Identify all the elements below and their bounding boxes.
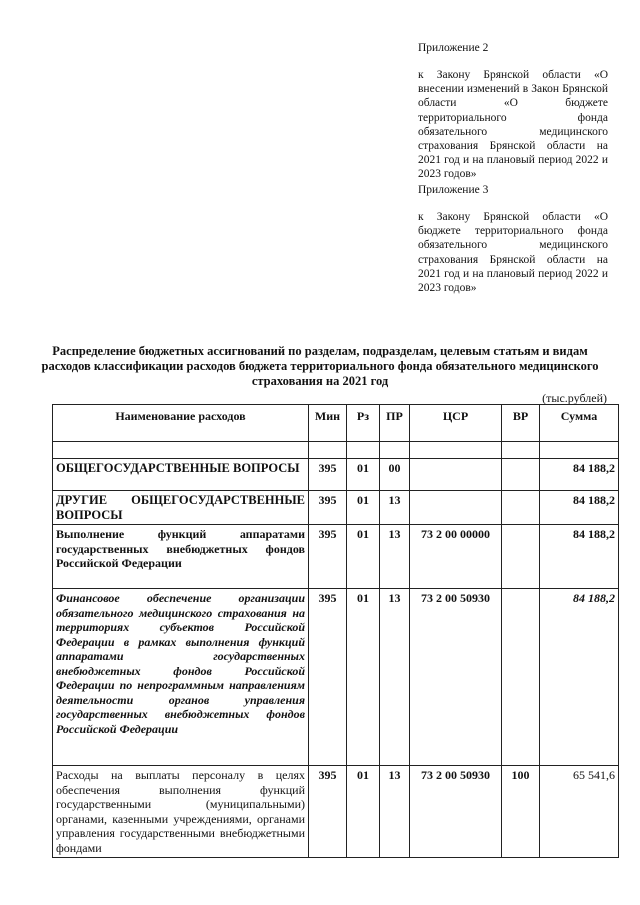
row-pr: 13 (380, 766, 410, 858)
row-pr: 13 (380, 525, 410, 589)
annex3-text: к Закону Брянской области «О бюджете территориального фонда обязательного медицинского страхования Брянской области на 2021 год и на плановый период 2022 и 2023 годов» (418, 211, 608, 295)
row-sum: 84 188,2 (540, 491, 619, 525)
table-header-row (53, 405, 619, 442)
row-pr: 13 (380, 491, 410, 525)
row-name: Расходы на выплаты персоналу в целях обеспечения выполнения функций государственными (муниципальными) органами, казенными учреждениями, органами управления государственными внебюджетными фондами (53, 766, 309, 858)
table-row (53, 589, 619, 766)
row-vr (502, 589, 540, 766)
row-min: 395 (309, 589, 347, 766)
row-min: 395 (309, 766, 347, 858)
row-csr: 73 2 00 50930 (410, 589, 502, 766)
row-name: Финансовое обеспечение организации обязательного медицинского страхования на территориях субъектов Российской Федерации в рамках выполнения функций аппаратами государственных внебюджетных фондов Российской Федерации по непрограммным направлениям деятельности органов управления государственных внебюджетных фондов Российской Федерации (53, 589, 309, 766)
annex2-title: Приложение 2 (418, 42, 489, 54)
row-sum: 65 541,6 (540, 766, 619, 858)
row-sum: 84 188,2 (540, 589, 619, 766)
row-rz: 01 (347, 459, 380, 491)
header-pr: ПР (380, 405, 410, 442)
row-name: Выполнение функций аппаратами государственных внебюджетных фондов Российской Федерации (53, 525, 309, 589)
row-rz: 01 (347, 766, 380, 858)
header-rz: Рз (347, 405, 380, 442)
annex3-title: Приложение 3 (418, 184, 489, 196)
table-spacer-row (53, 442, 619, 459)
table-row (53, 491, 619, 525)
row-rz: 01 (347, 589, 380, 766)
document-heading: Распределение бюджетных ассигнований по разделам, подразделам, целевым статьям и видам расходов классификации расходов бюджета территориального фонда обязательного медицинского страхования на 2021 год (41, 344, 599, 388)
header-sum: Сумма (540, 405, 619, 442)
table-row (53, 766, 619, 858)
header-name: Наименование расходов (53, 405, 309, 442)
annex2-text: к Закону Брянской области «О внесении изменений в Закон Брянской области «О бюджете территориального фонда обязательного медицинского страхования Брянской области на 2021 год и на плановый период 2022 и 2023 годов» (418, 69, 608, 181)
units-label: (тыс.рублей) (542, 391, 607, 405)
table-row (53, 459, 619, 491)
row-csr (410, 491, 502, 525)
expenditure-table (52, 404, 619, 858)
row-vr (502, 525, 540, 589)
row-vr (502, 459, 540, 491)
header-csr: ЦСР (410, 405, 502, 442)
header-vr: ВР (502, 405, 540, 442)
row-rz: 01 (347, 525, 380, 589)
row-name: ДРУГИЕ ОБЩЕГОСУДАРСТВЕННЫЕ ВОПРОСЫ (53, 491, 309, 525)
row-name: ОБЩЕГОСУДАРСТВЕННЫЕ ВОПРОСЫ (53, 459, 309, 491)
row-csr (410, 459, 502, 491)
row-min: 395 (309, 525, 347, 589)
row-min: 395 (309, 459, 347, 491)
row-sum: 84 188,2 (540, 459, 619, 491)
row-min: 395 (309, 491, 347, 525)
row-sum: 84 188,2 (540, 525, 619, 589)
row-csr: 73 2 00 00000 (410, 525, 502, 589)
table-row (53, 525, 619, 589)
row-pr: 13 (380, 589, 410, 766)
row-vr: 100 (502, 766, 540, 858)
row-vr (502, 491, 540, 525)
header-min: Мин (309, 405, 347, 442)
row-pr: 00 (380, 459, 410, 491)
row-csr: 73 2 00 50930 (410, 766, 502, 858)
row-rz: 01 (347, 491, 380, 525)
